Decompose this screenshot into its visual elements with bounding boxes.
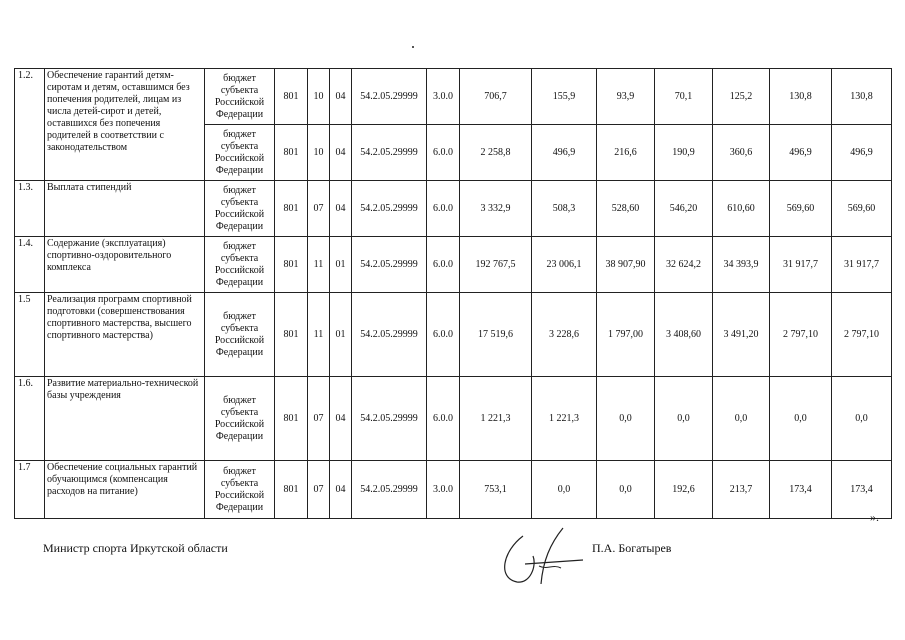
cell-c3: 04 bbox=[330, 69, 352, 125]
cell-v5: 360,6 bbox=[713, 125, 770, 181]
cell-v7: 2 797,10 bbox=[832, 293, 892, 377]
cell-v5: 34 393,9 bbox=[713, 237, 770, 293]
cell-v2: 508,3 bbox=[532, 181, 597, 237]
budget-table bbox=[14, 68, 892, 519]
cell-v5: 213,7 bbox=[713, 461, 770, 519]
closing-quote: ». bbox=[870, 510, 879, 524]
cell-v1: 17 519,6 bbox=[460, 293, 532, 377]
table-row bbox=[15, 181, 892, 237]
cell-c4: 54.2.05.29999 bbox=[352, 181, 427, 237]
cell-c4: 54.2.05.29999 bbox=[352, 125, 427, 181]
funding-source: бюджет субъекта Российской Федерации bbox=[205, 293, 275, 377]
cell-v1: 1 221,3 bbox=[460, 377, 532, 461]
cell-c2: 10 bbox=[308, 69, 330, 125]
cell-c2: 07 bbox=[308, 181, 330, 237]
cell-c4: 54.2.05.29999 bbox=[352, 293, 427, 377]
cell-c3: 04 bbox=[330, 125, 352, 181]
scan-dot bbox=[412, 46, 414, 48]
funding-source: бюджет субъекта Российской Федерации bbox=[205, 377, 275, 461]
table-row bbox=[15, 69, 892, 125]
funding-source: бюджет субъекта Российской Федерации bbox=[205, 461, 275, 519]
row-description: Содержание (эксплуатация) спортивно-оздоровительного комплекса bbox=[45, 237, 205, 293]
cell-v2: 0,0 bbox=[532, 461, 597, 519]
cell-v4: 3 408,60 bbox=[655, 293, 713, 377]
cell-v3: 93,9 bbox=[597, 69, 655, 125]
cell-v5: 3 491,20 bbox=[713, 293, 770, 377]
cell-c5: 6.0.0 bbox=[427, 181, 460, 237]
cell-c5: 6.0.0 bbox=[427, 293, 460, 377]
cell-v4: 0,0 bbox=[655, 377, 713, 461]
cell-c5: 6.0.0 bbox=[427, 125, 460, 181]
cell-c4: 54.2.05.29999 bbox=[352, 461, 427, 519]
row-description: Обеспечение социальных гарантий обучающимся (компенсация расходов на питание) bbox=[45, 461, 205, 519]
row-description: Обеспечение гарантий детям-сиротам и детям, оставшимся без попечения родителей, лицам из числа детей-сирот и детей, оставшихся без попечения родителей в соответствии с законодательством bbox=[45, 69, 205, 181]
cell-v2: 155,9 bbox=[532, 69, 597, 125]
signatory-name: П.А. Богатырев bbox=[592, 541, 672, 555]
cell-c1: 801 bbox=[275, 69, 308, 125]
cell-v1: 706,7 bbox=[460, 69, 532, 125]
cell-c2: 07 bbox=[308, 377, 330, 461]
cell-v2: 496,9 bbox=[532, 125, 597, 181]
cell-c3: 01 bbox=[330, 293, 352, 377]
cell-v5: 610,60 bbox=[713, 181, 770, 237]
cell-v2: 3 228,6 bbox=[532, 293, 597, 377]
cell-c5: 6.0.0 bbox=[427, 237, 460, 293]
cell-v3: 528,60 bbox=[597, 181, 655, 237]
cell-c2: 11 bbox=[308, 293, 330, 377]
table-row bbox=[15, 461, 892, 519]
cell-v4: 546,20 bbox=[655, 181, 713, 237]
row-index: 1.5 bbox=[15, 293, 45, 377]
cell-v3: 1 797,00 bbox=[597, 293, 655, 377]
cell-v3: 38 907,90 bbox=[597, 237, 655, 293]
funding-source: бюджет субъекта Российской Федерации bbox=[205, 69, 275, 125]
cell-c5: 3.0.0 bbox=[427, 69, 460, 125]
cell-c2: 07 bbox=[308, 461, 330, 519]
cell-v4: 32 624,2 bbox=[655, 237, 713, 293]
table-row bbox=[15, 237, 892, 293]
minister-title: Министр спорта Иркутской области bbox=[43, 541, 228, 555]
cell-c5: 6.0.0 bbox=[427, 377, 460, 461]
cell-c3: 04 bbox=[330, 461, 352, 519]
row-index: 1.4. bbox=[15, 237, 45, 293]
cell-c1: 801 bbox=[275, 125, 308, 181]
row-description: Развитие материально-технической базы учреждения bbox=[45, 377, 205, 461]
cell-v7: 569,60 bbox=[832, 181, 892, 237]
cell-v7: 496,9 bbox=[832, 125, 892, 181]
cell-c1: 801 bbox=[275, 461, 308, 519]
cell-v6: 496,9 bbox=[770, 125, 832, 181]
table-row bbox=[15, 377, 892, 461]
cell-v6: 31 917,7 bbox=[770, 237, 832, 293]
cell-v6: 130,8 bbox=[770, 69, 832, 125]
cell-v4: 192,6 bbox=[655, 461, 713, 519]
cell-v4: 190,9 bbox=[655, 125, 713, 181]
cell-c3: 04 bbox=[330, 181, 352, 237]
cell-v2: 23 006,1 bbox=[532, 237, 597, 293]
cell-c1: 801 bbox=[275, 293, 308, 377]
cell-v3: 0,0 bbox=[597, 461, 655, 519]
cell-c4: 54.2.05.29999 bbox=[352, 237, 427, 293]
signature-icon bbox=[495, 526, 585, 588]
cell-c2: 11 bbox=[308, 237, 330, 293]
cell-c1: 801 bbox=[275, 377, 308, 461]
funding-source: бюджет субъекта Российской Федерации bbox=[205, 237, 275, 293]
row-description: Реализация программ спортивной подготовки (совершенствования спортивного мастерства, высшего спортивного мастерства) bbox=[45, 293, 205, 377]
cell-v7: 130,8 bbox=[832, 69, 892, 125]
cell-c1: 801 bbox=[275, 237, 308, 293]
cell-v6: 0,0 bbox=[770, 377, 832, 461]
cell-c3: 01 bbox=[330, 237, 352, 293]
cell-v4: 70,1 bbox=[655, 69, 713, 125]
cell-v7: 31 917,7 bbox=[832, 237, 892, 293]
row-index: 1.6. bbox=[15, 377, 45, 461]
cell-v1: 192 767,5 bbox=[460, 237, 532, 293]
cell-c4: 54.2.05.29999 bbox=[352, 69, 427, 125]
cell-v1: 3 332,9 bbox=[460, 181, 532, 237]
cell-v1: 753,1 bbox=[460, 461, 532, 519]
funding-source: бюджет субъекта Российской Федерации bbox=[205, 181, 275, 237]
cell-v6: 173,4 bbox=[770, 461, 832, 519]
cell-v5: 0,0 bbox=[713, 377, 770, 461]
cell-v6: 2 797,10 bbox=[770, 293, 832, 377]
cell-c1: 801 bbox=[275, 181, 308, 237]
funding-source: бюджет субъекта Российской Федерации bbox=[205, 125, 275, 181]
cell-v5: 125,2 bbox=[713, 69, 770, 125]
table-row bbox=[15, 293, 892, 377]
row-index: 1.3. bbox=[15, 181, 45, 237]
cell-v6: 569,60 bbox=[770, 181, 832, 237]
row-index: 1.2. bbox=[15, 69, 45, 181]
cell-c3: 04 bbox=[330, 377, 352, 461]
cell-v3: 0,0 bbox=[597, 377, 655, 461]
row-description: Выплата стипендий bbox=[45, 181, 205, 237]
cell-v2: 1 221,3 bbox=[532, 377, 597, 461]
cell-v3: 216,6 bbox=[597, 125, 655, 181]
row-index: 1.7 bbox=[15, 461, 45, 519]
cell-v1: 2 258,8 bbox=[460, 125, 532, 181]
cell-v7: 173,4 bbox=[832, 461, 892, 519]
cell-c2: 10 bbox=[308, 125, 330, 181]
cell-c4: 54.2.05.29999 bbox=[352, 377, 427, 461]
cell-v7: 0,0 bbox=[832, 377, 892, 461]
cell-c5: 3.0.0 bbox=[427, 461, 460, 519]
